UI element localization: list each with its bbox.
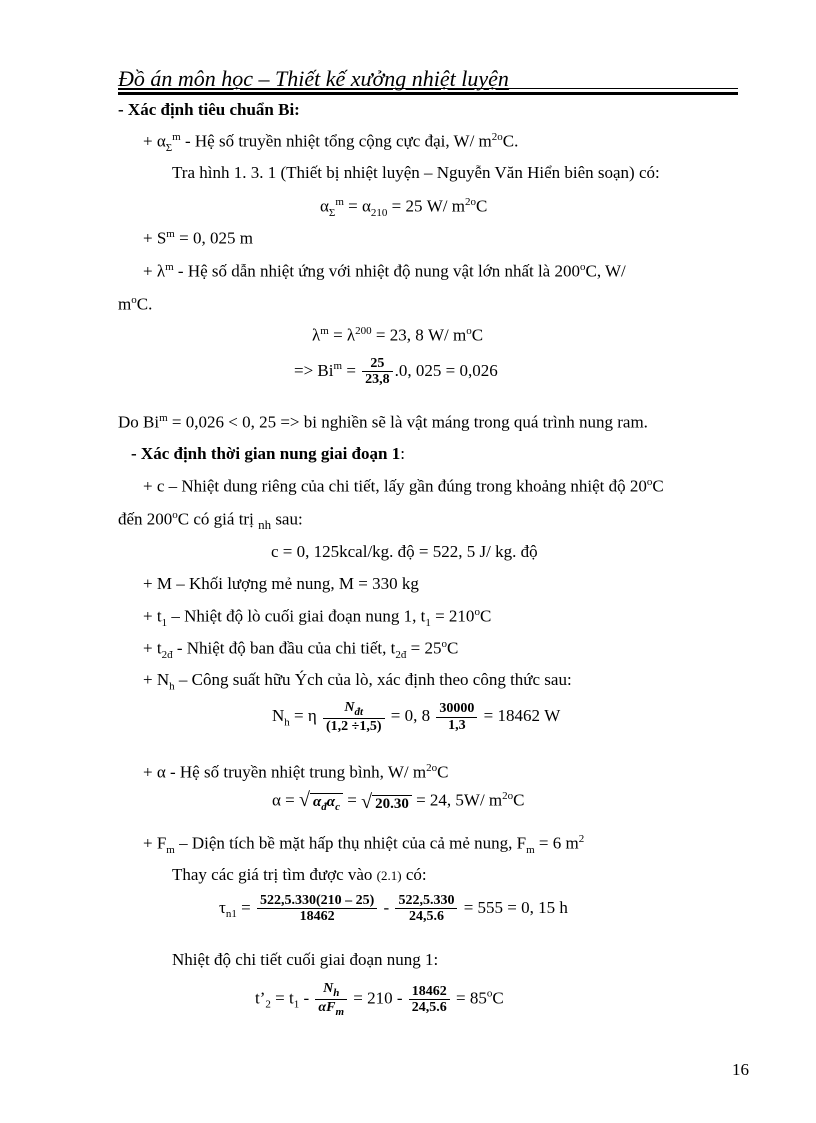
line-fm: + $F_m$ – Diện tích bề mặt hấp thụ nhiệt của cả mẻ nung, $F_m = 6$ $m^2$ [143,833,585,857]
line-alpha-max: + $\alpha_\Sigma^m$ - Hệ số truyền nhiệt tổng cộng cực đại, W/ $m^{2o}C$. [143,131,519,155]
line-s-m: + $S^m = 0$, 025 m [143,228,253,248]
section-title-bi: - Xác định tiêu chuẩn Bi: [118,100,300,119]
header-rule-thin [118,88,738,89]
header-rule-thick [118,92,738,95]
line-heat-capacity: + c – Nhiệt dung riêng của chi tiết, lấy gần đúng trong khoảng nhiệt độ 20$^o$C [143,476,664,496]
page-number: 16 [732,1060,749,1079]
fraction-nh-1: $\frac{N_{đt}}{(1,2 \div 1,5)}$ [323,700,385,734]
page-header [118,64,738,96]
line-bi-conclusion: Do $Bi^m = 0,026 < 0$, 25 => bi nghiền sẽ là vật máng trong quá trình nung ram. [118,412,648,432]
equation-c: c = 0, 125kcal/kg. độ = 522, 5 J/ kg. độ [271,542,538,561]
line-lambda-cont: $m^oC$. [118,294,153,314]
equation-lambda: $\lambda^m = \lambda^{200} = 23$, 8 W/ $m^oC$ [312,325,484,345]
line-mass: + M – Khối lượng mẻ nung, M = 330 kg [143,574,419,593]
fraction-bi: $\frac{25}{23,8}$ [362,356,393,388]
equation-nh: $N_h = \eta$ $\frac{N_{đt}}{(1,2 \div 1,5)}$ = 0, 8 $\frac{30000}{1,3}$ = 18462 W [272,700,561,734]
line-power: + $N_h$ – Công suất hữu Ých của lò, xác định theo công thức sau: [143,670,572,693]
equation-bi: => $Bi^m$ = $\frac{25}{23,8}$ .0, 025 = 0,026 [294,356,498,388]
equation-tau: $\tau_{n1}$ = $\frac{522,5.330(210 - 25)}{18462}$ - $\frac{522,5.330}{24,5.6}$ = 555 = 0, 15 h [219,893,568,925]
line-alpha-mean: + α - Hệ số truyền nhiệt trung bình, W/ $m^{2o}C$ [143,762,449,782]
fraction-tau-1: $\frac{522,5.330(210 - 25)}{18462}$ [257,893,377,925]
sqrt-alpha: √ $\alpha_đ\alpha_c$ [299,790,343,813]
equation-t2: $t’_2 = t_1$ - $\frac{N_h}{\alpha F_m}$ = 210 - $\frac{18462}{24,5.6}$ = $85^oC$ [255,981,504,1018]
header-title: Đồ án môn học – Thiết kế xưởng nhiệt luyện [118,66,509,91]
fraction-tau-2: $\frac{522,5.330}{24,5.6}$ [395,893,457,925]
line-heat-capacity-cont: đến 200$^o$C có giá trị $_{nh}$ sau: [118,509,303,532]
line-t2d: + $t_{2đ}$ - Nhiệt độ ban đầu của chi tiết, $t_{2đ} = 25^oC$ [143,638,459,662]
line-final-temp: Nhiệt độ chi tiết cuối giai đoạn nung 1: [172,950,439,969]
line-substitute: Thay các giá trị tìm được vào (2.1) có: [172,865,427,884]
fraction-nh-2: $\frac{30000}{1,3}$ [436,701,477,733]
line-reference: Tra hình 1. 3. 1 (Thiết bị nhiệt luyện – Nguyễn Văn Hiển biên soạn) có: [172,163,660,182]
sqrt-value: √ 20.30 [361,792,412,812]
line-lambda: + $\lambda^m$ - Hệ số dẫn nhiệt ứng với nhiệt độ nung vật lớn nhất là 200$^o$C, W/ [143,261,626,281]
equation-alpha: $\alpha_\Sigma^m = \alpha_{210} = 25$ W/ $m^{2o}C$ [320,196,488,220]
fraction-t2-2: $\frac{18462}{24,5.6}$ [409,984,450,1016]
equation-alpha-mean: α = √ $\alpha_đ\alpha_c$ = √ 20.30 = 24, 5W/ $m^{2o}C$ [272,789,525,813]
section-title-time: - Xác định thời gian nung giai đoạn 1: [131,444,405,463]
line-t1: + $t_1$ – Nhiệt độ lò cuối giai đoạn nung 1, $t_1 = 210^oC$ [143,606,492,630]
fraction-t2-1: $\frac{N_h}{\alpha F_m}$ [315,981,347,1018]
